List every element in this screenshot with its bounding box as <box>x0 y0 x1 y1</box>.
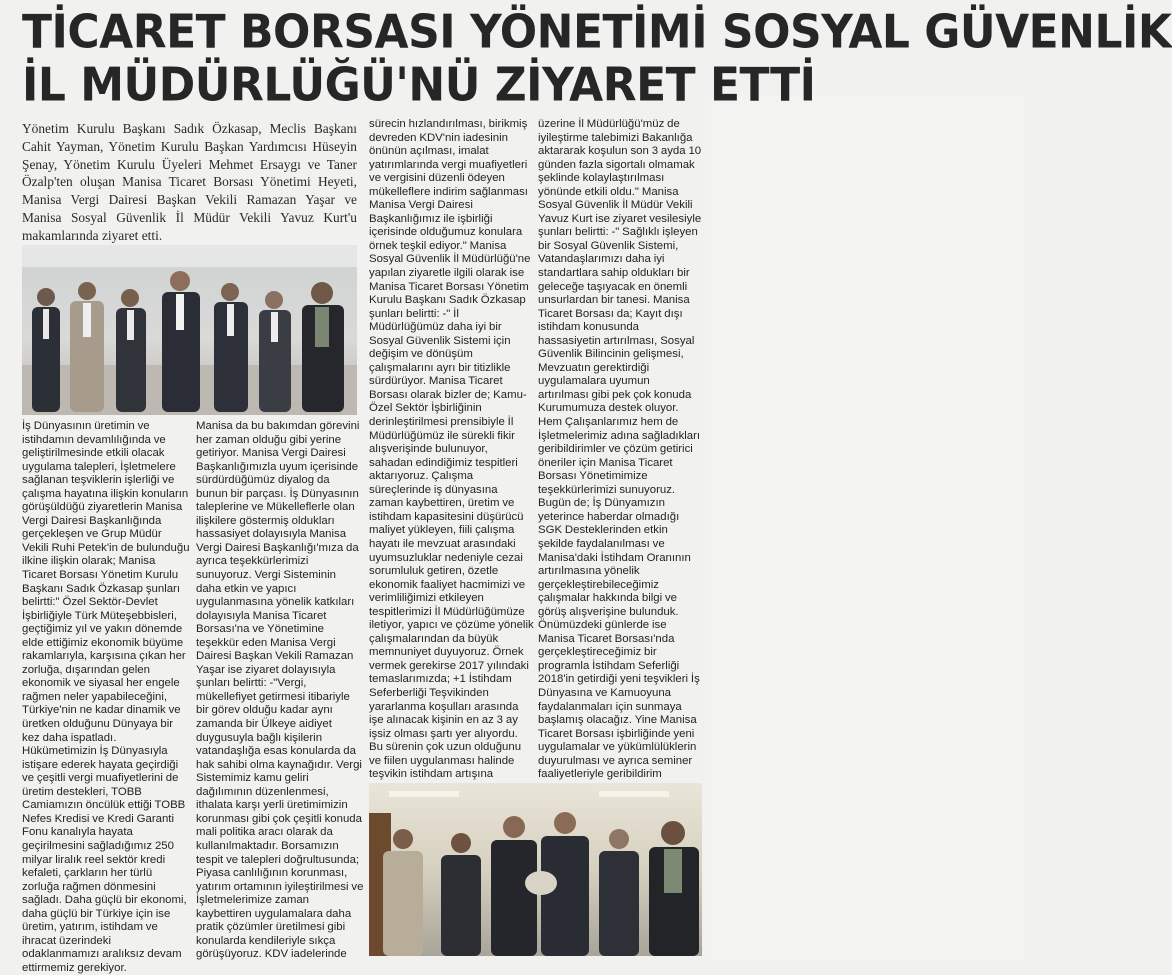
article-column-1 <box>22 420 190 975</box>
lead-paragraph: Yönetim Kurulu Başkanı Sadık Özkasap, Meclis Başkanı Cahit Yayman, Yönetim Kurulu Başkan Yardımcısı Hüseyin Şenay, Yönetim Kurulu Üyeleri Mehmet Ersaygı ve Taner Özalp'ten oluşan Manisa Ticaret Borsası Yönetimi Heyeti, Manisa Vergi Dairesi Başkan Vekili Ramazan Yaşar ve Manisa Sosyal Güvenlik İl Müdür Vekili Yavuz Kurt'u makamlarında ziyaret etti. <box>22 121 357 243</box>
group-photo-image <box>22 245 357 415</box>
column-1-text: İş Dünyasının üretimin ve istihdamın devamlılığında ve geliştirilmesinde etkili olacak uygulama talepleri, İşletmelere sağlanan teşviklerin işlerliği ve çalışma hayatına ilişkin konuların görüşüldüğü ziyaretlerin Manisa Vergi Dairesi Başkanlığında gerçekleşen ve Grup Müdür Vekili Ruhi Petek'in de bulunduğu ilkine ilişkin olarak; Manisa Ticaret Borsası Yönetim Kurulu Başkanı Sadık Özkasap şunları belirtti:" Özel Sektör-Devlet İşbirliğiyle Türk Müteşebbisleri, geçtiğimiz yıl ve yakın dönemde elde ettiğimiz ekonomik büyüme rakamlarıyla, karşısına çıkan her zorluğa, dışarından gelen ekonomik ve siyasal her engele rağmen neler yapabileceğini, Türkiye'nin ne kadar dinamik ve üretken olduğunu Dünyaya bir kez daha ispatladı. Hükümetimizin İş Dünyasıyla istişare ederek hayata geçirdiği ve çeşitli vergi muafiyetlerini de üretim destekleri, TOBB Camiamızın öncülük ettiği TOBB Nefes Kredisi ve Kredi Garanti Fonu kanalıyla hayata geçirilmesini sağladığımız 250 milyar liralık reel sektör kredi kefaleti, çarkların her türlü zorluğa rağmen dönmesini sağladı. Daha güçlü bir ekonomi, daha güçlü bir Türkiye için ise üretim, yatırım, istihdam ve ihracat üzerindeki odaklanmamızı aralıksız devam ettirmemiz gerekiyor. <box>22 420 190 974</box>
blank-margin <box>705 96 1024 960</box>
article-column-2 <box>196 420 364 962</box>
column-3-text: sürecin hızlandırılması, birikmiş devreden KDV'nin iadesinin önünün açılması, imalat yatırımlarında vergi muafiyetleri ve vergisini düzenli ödeyen mükelleflere indirim sağlanması Manisa Vergi Dairesi Başkanlığımız ile işbirliği içerisinde olduğumuz konulara örnek teşkil ediyor." Manisa Sosyal Güvenlik İl Müdürlüğü'ne yapılan ziyaretle ilgili olarak ise Manisa Ticaret Borsası Yönetim Kurulu Başkanı Sadık Özkasap şunları belirtti: -" İl Müdürlüğümüz daha iyi bir Sosyal Güvenlik Sistemi için değişim ve dönüşüm çalışmalarını ayrı bir titizlikle sürdürüyor. Manisa Ticaret Borsası olarak bizler de; Kamu-Özel Sektör İşbirliğinin derinleştirilmesi prensibiyle İl Müdürlüğümüz ile sürekli fikir alışverişinde bulunuyor, sahadan edindiğimiz tespitleri aktarıyoruz. Çalışma süreçlerinde iş dünyasına zaman kaybettiren, üretim ve istihdam kapasitesini düşürücü maliyet yükleyen, fiili çalışma hayatı ile mevzuat arasındaki uyumsuzluklar nedeniyle cezai sorumluluk getiren, özetle ekonomik faaliyet hacmimizi ve verimliliğimizi etkileyen tespitlerimizi İl Müdürlüğümüze iletiyor, yapıcı ve çözüme yönelik çalışmalarından da büyük memnuniyet duyuyoruz. Örnek vermek gerekirse 2017 yılındaki temaslarımızda; +1 İstihdam Seferberliği Teşvikinden yararlanma koşulları arasında işe alınacak kişinin en az 3 ay işsiz olması şartı yer alıyordu. Bu sürenin çok uzun olduğunu ve fiilen uygulanması halinde teşvikin istihdam artışına <box>369 118 534 781</box>
group-photo <box>22 245 357 415</box>
headline-line-2: İL MÜDÜRLÜĞÜ'NÜ ZİYARET ETTİ <box>22 57 816 112</box>
headline <box>22 4 1172 112</box>
headline-line-1: TİCARET BORSASI YÖNETİMİ SOSYAL GÜVENLİK <box>22 4 1172 59</box>
plaque-presentation-image <box>369 783 702 956</box>
article-column-3 <box>369 118 534 809</box>
column-4-text: üzerine İl Müdürlüğü'müz de iyileştirme talebimizi Bakanlığa aktararak koşulun son 3 ayda 10 günden fazla sigortalı olmamak şeklinde kolaylaştırılması yönünde etkili oldu." Manisa Sosyal Güvenlik İl Müdür Vekili Yavuz Kurt ise ziyaret vesilesiyle şunları belirtti: -" Sağlıklı işleyen bir Sosyal Güvenlik Sistemi, Vatandaşlarımızı daha iyi standartlara sahip oldukları bir geleceğe taşıyacak en önemli unsurlardan bir tanesi. Manisa Ticaret Borsası da; Kayıt dışı istihdam konusunda hassasiyetin artırılması, Sosyal Güvenlik Bilincinin gelişmesi, Mevzuatın gerektirdiği uygulamalara uyumun artırılması gibi pek çok konuda Kurumumuza destek oluyor. Hem Çalışanlarımız hem de İşletmelerimiz adına sağladıkları geribildirimler ve çözüm getirici öneriler için Manisa Ticaret Borsası Yönetimimize teşekkürlerimizi sunuyoruz. Bugün de; İş Dünyamızın yeterince haberdar olmadığı SGK Desteklerinden etkin şekilde faydalanılması ve Manisa'daki İstihdam Oranının artırılmasına yönelik gerçekleştirebileceğimiz çalışmalar hakkında bilgi ve görüş alışverişine bulunduk. Önümüzdeki günlerde ise Manisa Ticaret Borsası'nda gerçekleştireceğimiz bir programla İstihdam Seferliği 2018'in getirdiği yeni teşvikleri İş Dünyasına ve Kamuoyuna faydalanmaları için sunmaya başlamış olacağız. Yine Manisa Ticaret Borsası işbirliğinde yeni uygulamalar ve yükümlülüklerin duyurulması ve ayrıca seminer faaliyetleriyle geribildirim <box>538 118 702 781</box>
column-2-text: Manisa da bu bakımdan görevini her zaman olduğu gibi yerine getiriyor. Manisa Vergi Dairesi Başkanlığımızla uyum içerisinde sürdürdüğümüz diyalog da bunun bir parçası. İş Dünyasının taleplerine ve Mükelleflerle olan ilişkilere göstermiş oldukları hassasiyet dolayısıyla Manisa Vergi Dairesi Başkanlığı'mıza da ayrıca teşekkürlerimizi sunuyoruz. Vergi Sisteminin daha etkin ve yapıcı uygulanmasına yönelik katkıları dolayısıyla Manisa Ticaret Borsası'na ve Yönetimine teşekkür eden Manisa Vergi Dairesi Başkan Vekili Ramazan Yaşar ise ziyaret dolayısıyla şunları belirtti: -"Vergi, mükellefiyet getirmesi itibariyle bir görev olduğu kadar aynı zamanda bir Ülkeye aidiyet duygusuyla bağlı kişilerin vatandaşlığa esas konularda da hak sahibi olma kaynağıdır. Vergi Sistemimiz kamu geliri dağılımının düzenlenmesi, ithalata karşı yerli üretimimizin korunması gibi çok çeşitli konuda mali politika aracı olarak da kullanılmaktadır. Borsamızın tespit ve talepleri doğrultusunda; Piyasa canlılığının korunması, yatırım ortamının iyileştirilmesi ve İşletmelerimize zaman kaybettiren uygulamalara daha pratik çözümler üretilmesi gibi konularda kendileriyle sıkça görüşüyoruz. KDV iadelerinde <box>196 420 364 961</box>
article-column-4 <box>538 118 703 822</box>
plaque-presentation-photo <box>369 783 702 956</box>
